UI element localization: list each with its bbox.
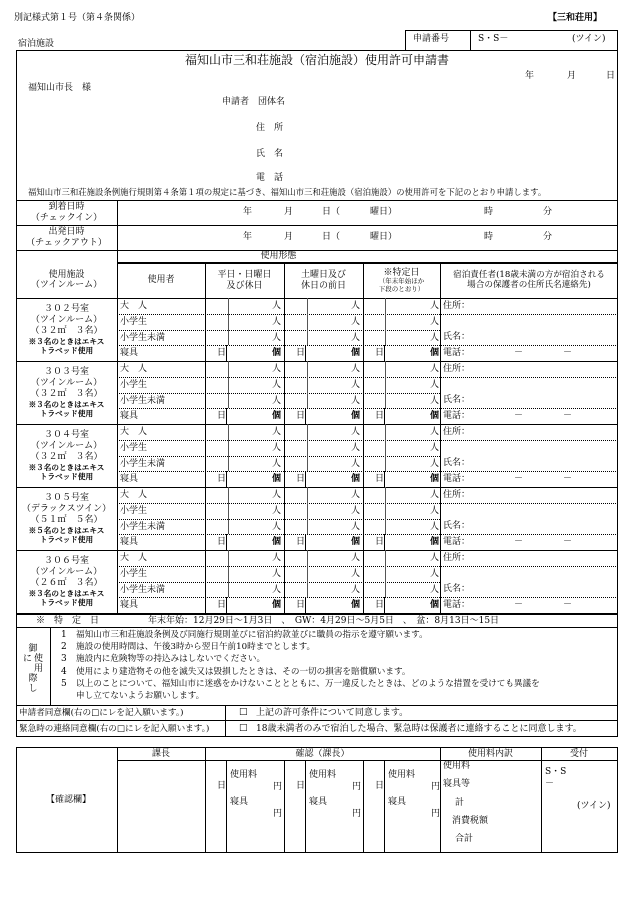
consent-text: 上記の許可条件について同意します。: [256, 708, 409, 718]
day-unit: 日: [217, 537, 227, 547]
user-type-adult: 大 人: [120, 553, 148, 563]
pieces-unit: 個: [430, 348, 440, 358]
fee-detail-item: 合計: [455, 834, 474, 844]
phone-dash: －: [563, 348, 573, 358]
day-unit: 日: [296, 474, 306, 484]
checkin-label: 到着日時 （チェックイン）: [30, 202, 103, 223]
persons-unit: 人: [430, 380, 440, 390]
rule-text: 福知山市三和荘施設条例及び同施行規則並びに宿泊約款並びに職員の指示を遵守願います。: [76, 630, 428, 640]
room-note: ※３名のときはエキス: [28, 462, 105, 472]
application-number-label: 申請番号: [413, 34, 450, 44]
room-size: （２６㎡ ３名）: [30, 577, 103, 588]
guardian-name-label: 氏名：: [443, 395, 471, 405]
persons-unit: 人: [272, 506, 282, 516]
guardian-address-label: 住所：: [443, 427, 471, 437]
phone-label: 電 話: [256, 173, 284, 183]
confirm-day-unit: 日: [375, 781, 385, 791]
persons-unit: 人: [351, 585, 361, 595]
reception-header: 受付: [569, 749, 588, 759]
confirm-fee-label: 使用料: [230, 770, 258, 780]
confirm-label: 【確認欄】: [46, 795, 92, 805]
persons-unit: 人: [272, 490, 282, 500]
user-type-adult: 大 人: [120, 427, 148, 437]
persons-unit: 人: [272, 443, 282, 453]
room-note: ※５名のときはエキス: [28, 525, 105, 535]
persons-unit: 人: [351, 506, 361, 516]
persons-unit: 人: [430, 364, 440, 374]
room-number: ３０３号室: [43, 367, 89, 378]
persons-unit: 人: [351, 380, 361, 390]
checkin-month: 月: [284, 207, 294, 217]
user-type-adult: 大 人: [120, 364, 148, 374]
applicant-label: 申請者 団体名: [222, 97, 286, 107]
checkin-minute: 分: [543, 207, 553, 217]
phone-dash: －: [563, 474, 573, 484]
phone-dash: －: [514, 600, 524, 610]
day-unit: 日: [375, 411, 385, 421]
rule-text: 申し立てないようお願いします。: [76, 691, 205, 701]
day-unit: 日: [375, 537, 385, 547]
special-days-text: 年末年始：12月29日～1月3日 、 GW：4月29日～5月5日 、 盆：8月13日～15日: [148, 616, 500, 626]
day-unit: 日: [296, 411, 306, 421]
persons-unit: 人: [272, 585, 282, 595]
user-type-elementary: 小学生: [120, 569, 148, 579]
form-number: 別記様式第１号（第４条関係）: [14, 13, 141, 23]
phone-dash: －: [514, 348, 524, 358]
reception-value: S・S: [545, 767, 567, 777]
persons-unit: 人: [430, 553, 440, 563]
confirm-bedding-label: 寝具: [230, 797, 249, 807]
checkin-day: 日（: [322, 207, 341, 217]
guardian-phone-label: 電話：: [443, 600, 471, 610]
pieces-unit: 個: [351, 348, 361, 358]
consent-label: 申請者同意欄(右の□にレを記入願います。): [19, 708, 184, 718]
pieces-unit: 個: [272, 411, 282, 421]
room-note: ※３名のときはエキス: [28, 588, 105, 598]
pieces-unit: 個: [351, 600, 361, 610]
persons-unit: 人: [351, 443, 361, 453]
rule-text: 施設の使用時間は、午後3時から翌日午前10時までとします。: [76, 642, 316, 652]
user-type-bedding: 寝具: [120, 411, 139, 421]
rule-number: 4: [61, 667, 67, 677]
room-note: トラベッド使用: [39, 534, 94, 544]
persons-unit: 人: [351, 522, 361, 532]
persons-unit: 人: [430, 301, 440, 311]
persons-unit: 人: [272, 364, 282, 374]
checkout-label: 出発日時 （チェックアウト）: [26, 227, 107, 248]
pieces-unit: 個: [430, 411, 440, 421]
persons-unit: 人: [272, 553, 282, 563]
guardian-phone-label: 電話：: [443, 348, 471, 358]
day-unit: 日: [217, 474, 227, 484]
guardian-address-label: 住所：: [443, 364, 471, 374]
checkout-hour: 時: [484, 232, 494, 242]
room-type: （デラックスツイン）: [21, 503, 112, 514]
persons-unit: 人: [351, 364, 361, 374]
user-type-preschool: 小学生未満: [120, 459, 166, 469]
persons-unit: 人: [351, 427, 361, 437]
pieces-unit: 個: [272, 600, 282, 610]
confirm-fee-label: 使用料: [309, 770, 337, 780]
confirm-day-unit: 日: [296, 781, 306, 791]
day-unit: 日: [296, 348, 306, 358]
pieces-unit: 個: [351, 411, 361, 421]
user-type-elementary: 小学生: [120, 443, 148, 453]
day-unit: 日: [217, 600, 227, 610]
rule-text: 施設内に危険物等の持込みはしないでください。: [76, 654, 266, 664]
persons-unit: 人: [272, 459, 282, 469]
phone-dash: －: [514, 474, 524, 484]
date-year: 年: [525, 71, 535, 81]
confirm-chief-header: 確認（課長）: [295, 749, 350, 759]
persons-unit: 人: [351, 459, 361, 469]
persons-unit: 人: [351, 396, 361, 406]
guardian-name-label: 氏名：: [443, 521, 471, 531]
persons-unit: 人: [430, 427, 440, 437]
special-day-header: ※特定日 （年末年始ほか 下段のとおり）: [378, 267, 425, 293]
rules-side-label: 御 に 使 用 際 し: [22, 644, 44, 694]
rule-text: 使用により建造物その他を滅失又は毀損したときは、その一切の損害を賠償願います。: [76, 667, 411, 677]
room-number: ３０２号室: [43, 304, 89, 315]
confirm-yen-unit: 円: [273, 782, 283, 792]
checkout-minute: 分: [543, 232, 553, 242]
checkout-month: 月: [284, 232, 294, 242]
confirm-yen-unit: 円: [352, 782, 362, 792]
checkin-hour: 時: [484, 207, 494, 217]
fee-detail-item: 寝具等: [443, 779, 471, 789]
form-tag: 【三和荘用】: [548, 13, 603, 23]
user-type-adult: 大 人: [120, 490, 148, 500]
room-note: トラベッド使用: [39, 471, 94, 481]
date-day: 日: [606, 71, 616, 81]
room-number: ３０６号室: [43, 556, 89, 567]
guardian-name-label: 氏名：: [443, 584, 471, 594]
user-type-bedding: 寝具: [120, 348, 139, 358]
confirm-bedding-label: 寝具: [309, 797, 328, 807]
persons-unit: 人: [351, 553, 361, 563]
room-number: ３０５号室: [43, 493, 89, 504]
persons-unit: 人: [430, 522, 440, 532]
persons-unit: 人: [272, 427, 282, 437]
persons-unit: 人: [430, 396, 440, 406]
checkout-weekday: 曜日）: [370, 232, 398, 242]
addressee: 福知山市長 様: [28, 83, 92, 93]
phone-dash: －: [514, 411, 524, 421]
guardian-name-label: 氏名：: [443, 332, 471, 342]
application-number-value[interactable]: S・S－: [478, 34, 509, 44]
persons-unit: 人: [430, 459, 440, 469]
guardian-phone-label: 電話：: [443, 537, 471, 547]
pieces-unit: 個: [272, 474, 282, 484]
fee-detail-item: 計: [455, 798, 465, 808]
guardian-phone-label: 電話：: [443, 411, 471, 421]
pieces-unit: 個: [430, 537, 440, 547]
room-type: （ツインルーム）: [30, 440, 103, 451]
user-header: 使用者: [147, 275, 175, 286]
phone-dash: －: [514, 537, 524, 547]
intro-text: 福知山市三和荘施設条例施行規則第４条第１項の規定に基づき、福知山市三和荘施設（宿泊施設）の使用許可を下記のとおり申請します。: [28, 187, 547, 197]
confirm-yen-unit: 円: [431, 782, 441, 792]
room-label: [16, 552, 117, 611]
pieces-unit: 個: [430, 474, 440, 484]
persons-unit: 人: [430, 333, 440, 343]
user-type-preschool: 小学生未満: [120, 585, 166, 595]
room-type: （ツインルーム）: [30, 377, 103, 388]
pieces-unit: 個: [272, 537, 282, 547]
checkin-year: 年: [243, 207, 253, 217]
persons-unit: 人: [430, 317, 440, 327]
guardian-address-label: 住所：: [443, 301, 471, 311]
name-label: 氏 名: [256, 149, 284, 159]
guardian-name-label: 氏名：: [443, 458, 471, 468]
guardian-address-label: 住所：: [443, 553, 471, 563]
phone-dash: －: [563, 411, 573, 421]
usage-form-header: 使用形態: [260, 251, 297, 261]
pieces-unit: 個: [272, 348, 282, 358]
emergency-label: 緊急時の連絡同意欄(右の□にレを記入願います。): [19, 724, 210, 734]
weekday-header: 平日・日曜日 及び休日: [217, 270, 272, 291]
facility-header: 使用施設 （ツインルーム）: [30, 269, 103, 290]
special-days-label: ※ 特 定 日: [36, 616, 100, 626]
day-unit: 日: [217, 348, 227, 358]
consent-checkbox[interactable]: □: [239, 707, 248, 717]
saturday-header: 土曜日及び 休日の前日: [300, 270, 346, 291]
persons-unit: 人: [272, 522, 282, 532]
persons-unit: 人: [430, 585, 440, 595]
room-label: [16, 363, 117, 422]
room-type: （ツインルーム）: [30, 566, 103, 577]
fee-detail-item: 消費税額: [452, 816, 489, 826]
persons-unit: 人: [272, 317, 282, 327]
page-title: 福知山市三和荘施設（宿泊施設）使用許可申請書: [184, 53, 449, 67]
pieces-unit: 個: [430, 600, 440, 610]
day-unit: 日: [296, 537, 306, 547]
checkout-day: 日（: [322, 232, 341, 242]
room-label: [16, 426, 117, 485]
application-number-suffix: (ツイン): [572, 34, 606, 44]
checkin-weekday: 曜日）: [370, 207, 398, 217]
rule-number: 3: [61, 654, 67, 664]
reception-dash: －: [545, 779, 555, 789]
day-unit: 日: [217, 411, 227, 421]
room-note: トラベッド使用: [39, 597, 94, 607]
persons-unit: 人: [430, 569, 440, 579]
confirm-yen-unit: 円: [352, 809, 362, 819]
date-month: 月: [567, 71, 577, 81]
persons-unit: 人: [272, 380, 282, 390]
room-label: [16, 300, 117, 359]
day-unit: 日: [296, 600, 306, 610]
checkout-year: 年: [243, 232, 253, 242]
room-size: （３２㎡ ３名）: [30, 325, 103, 336]
persons-unit: 人: [272, 569, 282, 579]
room-label: [16, 489, 117, 548]
user-type-adult: 大 人: [120, 301, 148, 311]
fee-detail-header: 使用料内訳: [467, 749, 513, 759]
user-type-preschool: 小学生未満: [120, 522, 166, 532]
user-type-bedding: 寝具: [120, 600, 139, 610]
user-type-preschool: 小学生未満: [120, 333, 166, 343]
guardian-header: 宿泊責任者(18歳未満の方が宿泊される 場合の保護者の住所氏名連絡先): [453, 269, 605, 290]
confirm-yen-unit: 円: [273, 809, 283, 819]
room-note: ※３名のときはエキス: [28, 399, 105, 409]
day-unit: 日: [375, 600, 385, 610]
persons-unit: 人: [272, 301, 282, 311]
pieces-unit: 個: [351, 537, 361, 547]
room-size: （３２㎡ ３名）: [30, 451, 103, 462]
phone-dash: －: [563, 537, 573, 547]
rule-number: 5: [61, 679, 67, 689]
persons-unit: 人: [351, 317, 361, 327]
rule-text: 以上のことについて、福知山市に迷惑をかけないこととともに、万一違反したときは、どのような措置を受けても異議を: [76, 679, 540, 689]
facility-type: 宿泊施設: [18, 39, 55, 49]
emergency-text: 18歳未満者のみで宿泊した場合、緊急時は保護者に連絡することに同意します。: [256, 724, 582, 734]
persons-unit: 人: [430, 443, 440, 453]
phone-dash: －: [563, 600, 573, 610]
room-size: （５１㎡ ５名）: [30, 514, 103, 525]
pieces-unit: 個: [351, 474, 361, 484]
persons-unit: 人: [272, 333, 282, 343]
user-type-preschool: 小学生未満: [120, 396, 166, 406]
rule-number: 2: [61, 642, 67, 652]
reception-suffix: (ツイン): [577, 801, 611, 811]
day-unit: 日: [375, 348, 385, 358]
user-type-elementary: 小学生: [120, 317, 148, 327]
persons-unit: 人: [351, 490, 361, 500]
chief-header: 課長: [151, 749, 170, 759]
room-note: ※３名のときはエキス: [28, 336, 105, 346]
room-size: （３２㎡ ３名）: [30, 388, 103, 399]
user-type-bedding: 寝具: [120, 537, 139, 547]
confirm-yen-unit: 円: [431, 809, 441, 819]
rule-number: 1: [61, 630, 67, 640]
emergency-checkbox[interactable]: □: [239, 723, 248, 733]
room-number: ３０４号室: [43, 430, 89, 441]
guardian-phone-label: 電話：: [443, 474, 471, 484]
persons-unit: 人: [351, 569, 361, 579]
persons-unit: 人: [351, 301, 361, 311]
persons-unit: 人: [430, 506, 440, 516]
address-label: 住 所: [256, 123, 284, 133]
room-type: （ツインルーム）: [30, 314, 103, 325]
persons-unit: 人: [272, 396, 282, 406]
guardian-address-label: 住所：: [443, 490, 471, 500]
user-type-elementary: 小学生: [120, 506, 148, 516]
persons-unit: 人: [351, 333, 361, 343]
room-note: トラベッド使用: [39, 408, 94, 418]
user-type-bedding: 寝具: [120, 474, 139, 484]
persons-unit: 人: [430, 490, 440, 500]
confirm-bedding-label: 寝具: [388, 797, 407, 807]
room-note: トラベッド使用: [39, 345, 94, 355]
user-type-elementary: 小学生: [120, 380, 148, 390]
day-unit: 日: [375, 474, 385, 484]
confirm-fee-label: 使用料: [388, 770, 416, 780]
fee-detail-item: 使用料: [443, 761, 471, 771]
confirm-day-unit: 日: [217, 781, 227, 791]
